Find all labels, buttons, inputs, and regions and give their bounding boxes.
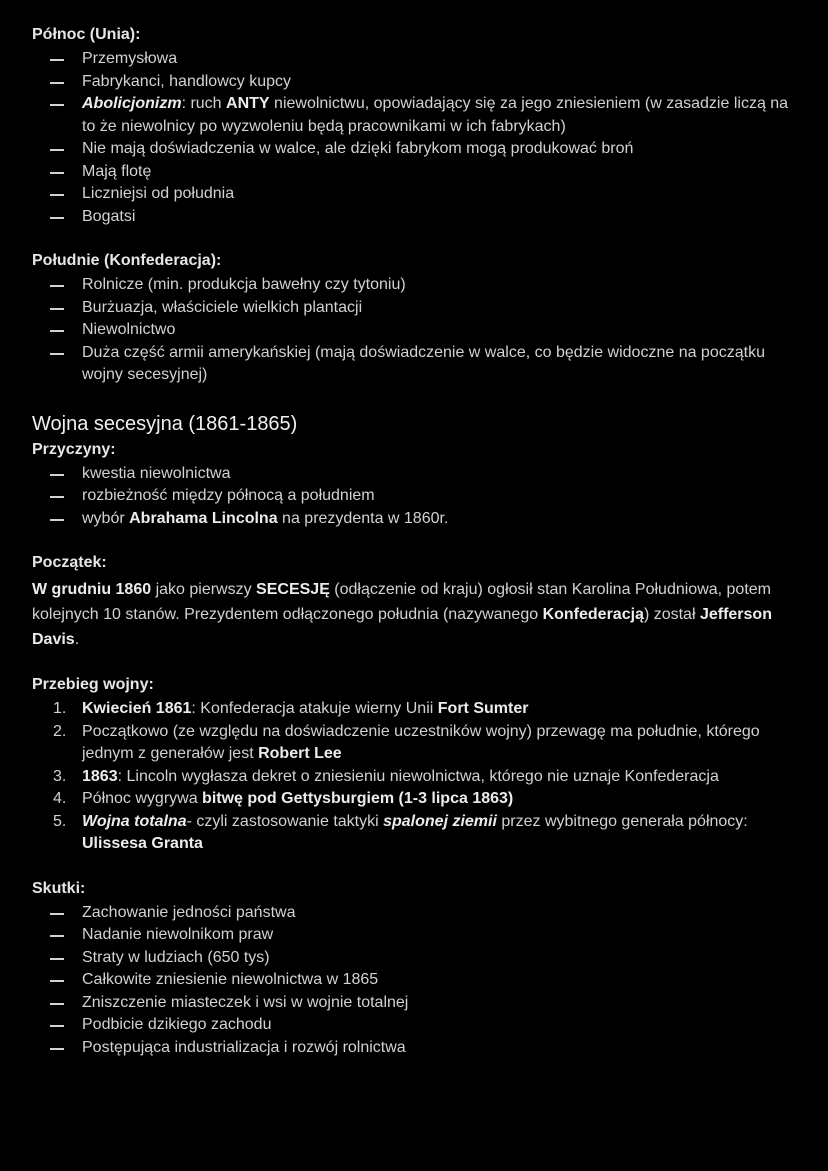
bold-text: Robert Lee (258, 745, 342, 762)
list-item-text: wybór (82, 509, 130, 527)
emphasis-text: spalonej ziemii (383, 812, 497, 830)
list-item-text: przez wybitnego generała północy: (496, 812, 748, 830)
spacer (32, 228, 796, 250)
list-item-text: : ruch (181, 95, 227, 112)
bold-text: Ulissesa Granta (82, 835, 203, 852)
list-item: Nie mają doświadczenia w walce, ale dzięki fabrykom mogą produkować broń (32, 138, 796, 161)
list-item: Całkowite zniesienie niewolnictwa w 1865 (32, 969, 796, 992)
emphasis-text: Wojna totalna (82, 812, 187, 830)
causes-heading: Przyczyny: (32, 440, 116, 458)
list-item-text: Początkowo (ze względu na doświadczenie uczestników wojny) przewagę ma południe, którego jednym z generałów jest (82, 722, 760, 762)
list-item: Straty w ludziach (650 tys) (32, 947, 796, 970)
list-item: kwestia niewolnictwa (32, 463, 796, 486)
spacer (32, 530, 796, 552)
list-number: 5. (53, 812, 67, 830)
beginning-section (32, 552, 796, 652)
list-item: Duża część armii amerykańskiej (mają doświadczenie w walce, co będzie widoczne na początku wojny secesyjnej) (32, 342, 796, 387)
causes-list (32, 463, 796, 531)
bold-text: bitwę pod Gettysburgiem (1-3 lipca 1863) (202, 790, 514, 807)
list-item: Zachowanie jedności państwa (32, 902, 796, 925)
paragraph-text: (odłączenie od kraju) ogłosił stan Karolina Południowa, potem kolejnych 10 stanów. Prezydentem odłączonego południa (nazywanego (32, 581, 771, 623)
war-title: Wojna secesyjna (1861-1865) (32, 412, 298, 435)
effects-list (32, 902, 796, 1060)
list-number: 2. (53, 722, 67, 740)
north-list (32, 48, 796, 228)
spacer (32, 652, 796, 674)
list-item-text: : Lincoln wygłasza dekret o zniesieniu niewolnictwa, którego nie uznaje Konfederacja (117, 767, 719, 785)
bold-text: Jefferson Davis (32, 606, 772, 648)
paragraph-text: jako pierwszy (151, 581, 257, 598)
list-item-text: : Konfederacja atakuje wierny Unii (191, 700, 438, 717)
list-item (32, 721, 796, 766)
effects-heading: Skutki: (32, 879, 86, 897)
effects-section (32, 878, 796, 1060)
list-item-text: Północ wygrywa (82, 790, 203, 807)
north-heading: Północ (Unia): (32, 26, 141, 43)
beginning-paragraph (32, 577, 796, 652)
north-section (32, 24, 796, 228)
list-item-text: - czyli zastosowanie taktyki (186, 812, 384, 830)
list-item: Postępująca industrializacja i rozwój rolnictwa (32, 1037, 796, 1060)
list-item (32, 788, 796, 811)
list-item (32, 698, 796, 721)
course-section (32, 674, 796, 856)
list-item: Niewolnictwo (32, 319, 796, 342)
course-heading: Przebieg wojny: (32, 676, 154, 693)
bold-text: W grudniu 1860 (32, 581, 152, 598)
list-number: 4. (53, 790, 67, 807)
list-number: 3. (53, 767, 67, 785)
south-list (32, 274, 796, 387)
course-list (32, 698, 796, 856)
beginning-heading: Początek: (32, 554, 107, 571)
list-item: Liczniejsi od południa (32, 183, 796, 206)
list-item (32, 766, 796, 789)
bold-text: Kwiecień 1861 (82, 700, 192, 717)
bold-text: Konfederacją (542, 606, 644, 623)
list-item: Rolnicze (min. produkcja bawełny czy tytoniu) (32, 274, 796, 297)
spacer (32, 856, 796, 878)
list-item: Fabrykanci, handlowcy kupcy (32, 71, 796, 94)
list-number: 1. (53, 700, 67, 717)
list-item: Nadanie niewolnikom praw (32, 924, 796, 947)
bold-text: SECESJĘ (256, 581, 330, 598)
south-heading: Południe (Konfederacja): (32, 252, 222, 269)
list-item: Burżuazja, właściciele wielkich plantacji (32, 297, 796, 320)
emphasis-text: Abolicjonizm (82, 95, 182, 112)
spacer (32, 387, 796, 409)
list-item: Zniszczenie miasteczek i wsi w wojnie totalnej (32, 992, 796, 1015)
list-item: rozbieżność między północą a południem (32, 485, 796, 508)
bold-text: ANTY (226, 95, 270, 112)
list-item: Podbicie dzikiego zachodu (32, 1014, 796, 1037)
list-item (32, 508, 796, 531)
list-item-text: na prezydenta w 1860r. (277, 509, 449, 527)
paragraph-text: . (74, 631, 80, 648)
south-section (32, 250, 796, 387)
list-item: Bogatsi (32, 206, 796, 229)
list-item (32, 811, 796, 856)
list-item: Mają flotę (32, 161, 796, 184)
bold-text: 1863 (82, 767, 118, 785)
paragraph-text: ) został (643, 606, 700, 623)
bold-text: Fort Sumter (437, 700, 529, 717)
war-section (32, 409, 796, 531)
bold-text: Abrahama Lincolna (129, 509, 278, 527)
list-item (32, 93, 796, 138)
list-item: Przemysłowa (32, 48, 796, 71)
list-item-text: niewolnictwu, opowiadający się za jego zniesieniem (w zasadzie liczą na to że niewolnicy po wyzwoleniu będą pracownikami w ich fabrykach) (82, 95, 789, 135)
